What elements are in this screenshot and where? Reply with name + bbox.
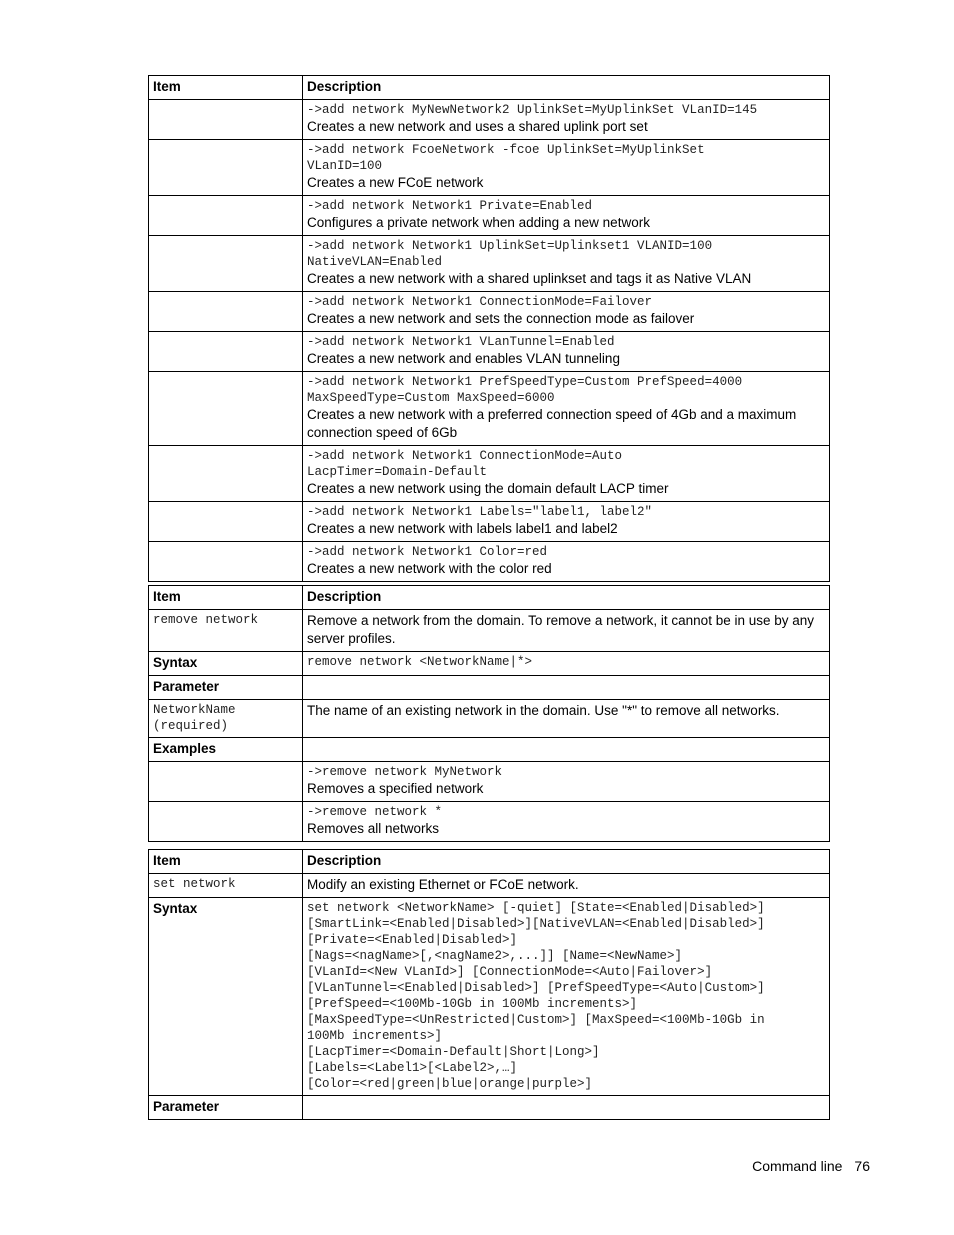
row-item <box>149 140 303 196</box>
table-row <box>149 502 830 542</box>
parameter-label: Parameter <box>149 1096 303 1120</box>
row-item <box>149 332 303 372</box>
page-footer <box>740 1158 870 1174</box>
syntax-row <box>149 652 830 676</box>
row-item <box>149 100 303 140</box>
set-network-table <box>148 849 830 1120</box>
page-number: 76 <box>854 1158 870 1174</box>
row-description <box>303 802 830 842</box>
example-text: Creates a new network with a preferred connection speed of 4Gb and a maximum connection speed of 6Gb <box>307 407 797 440</box>
example-code: ->add network Network1 VLanTunnel=Enabled <box>307 335 615 349</box>
example-code: ->add network Network1 Color=red <box>307 545 548 559</box>
example-text: Creates a new network and sets the connection mode as failover <box>307 311 695 326</box>
table-row <box>149 802 830 842</box>
row-item <box>149 542 303 582</box>
add-network-examples-table <box>148 75 830 582</box>
row-description <box>303 446 830 502</box>
example-code: ->add network MyNewNetwork2 UplinkSet=MyUplinkSet VLanID=145 <box>307 103 758 117</box>
parameter-label-row <box>149 676 830 700</box>
table-row <box>149 446 830 502</box>
row-description <box>303 502 830 542</box>
table-header <box>149 76 830 100</box>
row-item <box>149 502 303 542</box>
parameter-name: NetworkName (required) <box>149 700 303 738</box>
example-text: Creates a new network and enables VLAN tunneling <box>307 351 620 366</box>
example-text: Creates a new FCoE network <box>307 175 484 190</box>
row-description <box>303 196 830 236</box>
table-row <box>149 542 830 582</box>
row-description <box>303 542 830 582</box>
example-text: Creates a new network with a shared uplinkset and tags it as Native VLAN <box>307 271 752 286</box>
header-description: Description <box>303 76 830 100</box>
header-description: Description <box>303 586 830 610</box>
command-row <box>149 874 830 898</box>
row-description <box>303 292 830 332</box>
example-code: ->add network Network1 Private=Enabled <box>307 199 593 213</box>
example-text: Removes all networks <box>307 821 440 836</box>
example-code: ->add network Network1 UplinkSet=Uplinkset1 VLANID=100 NativeVLAN=Enabled <box>307 239 713 269</box>
parameter-label-row <box>149 1096 830 1120</box>
example-text: Configures a private network when adding a new network <box>307 215 650 230</box>
empty-cell <box>303 738 830 762</box>
row-description <box>303 100 830 140</box>
header-item: Item <box>149 76 303 100</box>
row-item <box>149 446 303 502</box>
table-row <box>149 196 830 236</box>
example-code: ->add network FcoeNetwork -fcoe UplinkSet=MyUplinkSet VLanID=100 <box>307 143 705 173</box>
footer-section: Command line <box>752 1158 843 1174</box>
command-description: Remove a network from the domain. To remove a network, it cannot be in use by any server profiles. <box>303 610 830 652</box>
example-text: Creates a new network and uses a shared uplink port set <box>307 119 648 134</box>
syntax-label: Syntax <box>149 652 303 676</box>
row-item <box>149 292 303 332</box>
empty-cell <box>303 676 830 700</box>
empty-cell <box>303 1096 830 1120</box>
table-row <box>149 762 830 802</box>
table-header <box>149 850 830 874</box>
row-description <box>303 332 830 372</box>
examples-label: Examples <box>149 738 303 762</box>
parameter-row <box>149 700 830 738</box>
table-row <box>149 292 830 332</box>
row-item <box>149 762 303 802</box>
syntax-code: remove network <NetworkName|*> <box>303 652 830 676</box>
command-description: Modify an existing Ethernet or FCoE network. <box>303 874 830 898</box>
row-description <box>303 372 830 446</box>
example-code: ->remove network MyNetwork <box>307 765 503 779</box>
example-text: Creates a new network with labels label1 and label2 <box>307 521 618 536</box>
example-code: ->add network Network1 ConnectionMode=Auto LacpTimer=Domain-Default <box>307 449 623 479</box>
header-description: Description <box>303 850 830 874</box>
table-row <box>149 236 830 292</box>
remove-network-table <box>148 585 830 842</box>
parameter-label: Parameter <box>149 676 303 700</box>
table-row <box>149 332 830 372</box>
example-code: ->add network Network1 ConnectionMode=Failover <box>307 295 653 309</box>
row-description <box>303 762 830 802</box>
table-row <box>149 100 830 140</box>
row-description <box>303 140 830 196</box>
syntax-row <box>149 898 830 1096</box>
command-name: remove network <box>149 610 303 652</box>
row-item <box>149 372 303 446</box>
example-text: Removes a specified network <box>307 781 484 796</box>
example-code: ->remove network * <box>307 805 443 819</box>
example-code: ->add network Network1 PrefSpeedType=Custom PrefSpeed=4000 MaxSpeedType=Custom MaxSpeed=6000 <box>307 375 743 405</box>
row-description <box>303 236 830 292</box>
row-item <box>149 236 303 292</box>
examples-label-row <box>149 738 830 762</box>
parameter-description: The name of an existing network in the domain. Use "*" to remove all networks. <box>303 700 830 738</box>
table-row <box>149 140 830 196</box>
table-header <box>149 586 830 610</box>
row-item <box>149 802 303 842</box>
header-item: Item <box>149 586 303 610</box>
example-text: Creates a new network using the domain default LACP timer <box>307 481 669 496</box>
row-item <box>149 196 303 236</box>
example-text: Creates a new network with the color red <box>307 561 552 576</box>
syntax-label: Syntax <box>149 898 303 1096</box>
syntax-code: set network <NetworkName> [-quiet] [State=<Enabled|Disabled>] [SmartLink=<Enabled|Disabled>][NativeVLAN=<Enabled|Disabled>] [Private=<Enabled|Disabled>] [Nags=<nagName>[,<nagName2>,...]] [Name=<NewName>] [VLanId=<New VLanId>] [ConnectionMode=<Auto|Failover>] [VLanTunnel=<Enabled|Disabled>] [PrefSpeedType=<Auto|Custom>] [PrefSpeed=<100Mb-10Gb in 100Mb increments>] [MaxSpeedType=<UnRestricted|Custom>] [MaxSpeed=<100Mb-10Gb in 100Mb increments>] [LacpTimer=<Domain-Default|Short|Long>] [Labels=<Label1>[<Label2>,…] [Color=<red|green|blue|orange|purple>] <box>303 898 830 1096</box>
command-name: set network <box>149 874 303 898</box>
command-row <box>149 610 830 652</box>
table-row <box>149 372 830 446</box>
example-code: ->add network Network1 Labels="label1, label2" <box>307 505 653 519</box>
header-item: Item <box>149 850 303 874</box>
